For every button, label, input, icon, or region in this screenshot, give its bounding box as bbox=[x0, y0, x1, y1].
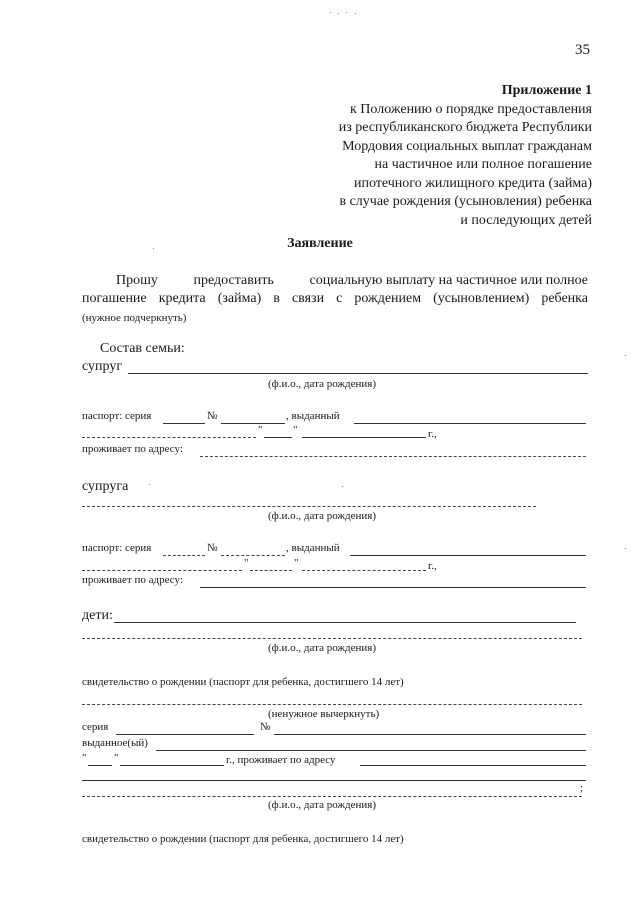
husband-passport-series-field[interactable] bbox=[163, 423, 205, 424]
wife-issue-day-field[interactable] bbox=[250, 570, 292, 571]
wife-passport-label: паспорт: серия bbox=[82, 542, 152, 554]
intro-word: связи bbox=[291, 291, 325, 306]
wife-year-suffix: г., bbox=[428, 560, 437, 572]
appendix-line: Мордовия социальных выплат гражданам bbox=[342, 138, 592, 154]
husband-issue-month-field[interactable] bbox=[302, 437, 426, 438]
child-certificate-field[interactable] bbox=[82, 704, 582, 705]
child-date-quote-open: " bbox=[82, 752, 87, 764]
husband-name-field[interactable] bbox=[128, 373, 588, 374]
intro-word: (усыновлением) bbox=[433, 291, 530, 306]
appendix-line: и последующих детей bbox=[460, 212, 592, 228]
scan-speck bbox=[330, 12, 331, 13]
child-number-sign: № bbox=[260, 721, 271, 733]
wife-date-quote-close: " bbox=[294, 557, 299, 569]
wife-passport-series-field[interactable] bbox=[163, 555, 205, 556]
child-certificate-label-2: свидетельство о рождении (паспорт для ребенка, достигшего 14 лет) bbox=[82, 833, 404, 845]
appendix-line: ипотечного жилищного кредита (займа) bbox=[353, 175, 592, 191]
intro-word: (займа) bbox=[217, 291, 262, 306]
wife-issued-label: , выданный bbox=[286, 542, 340, 554]
wife-number-sign: № bbox=[207, 542, 218, 554]
scan-speck bbox=[153, 248, 154, 249]
intro-word: в bbox=[273, 291, 280, 306]
scan-speck bbox=[625, 548, 626, 549]
wife-label: супруга bbox=[82, 479, 129, 494]
scan-speck bbox=[346, 12, 347, 13]
child-address-cont-field[interactable] bbox=[82, 780, 586, 781]
document-title: Заявление bbox=[287, 236, 353, 251]
child-issued-by-field[interactable] bbox=[156, 750, 586, 751]
intro-word: погашение bbox=[82, 291, 147, 306]
intro-word: ребенка bbox=[541, 291, 588, 306]
wife-date-quote-open: " bbox=[244, 557, 249, 569]
wife-issue-month-field[interactable] bbox=[302, 570, 426, 571]
intro-line-1 bbox=[82, 272, 588, 290]
intro-line-2 bbox=[82, 290, 588, 308]
child-issue-day-field[interactable] bbox=[88, 765, 112, 766]
intro-word: социальную выплату на частичное или полное bbox=[309, 273, 588, 288]
scan-speck bbox=[355, 13, 356, 14]
scan-speck bbox=[149, 484, 150, 485]
husband-passport-number-field[interactable] bbox=[221, 423, 285, 424]
child-name-cont-field[interactable] bbox=[82, 638, 582, 639]
husband-address-label: проживает по адресу: bbox=[82, 443, 183, 455]
child-issued-by-label: выданное(ый) bbox=[82, 737, 148, 749]
appendix-line: из республиканского бюджета Республики bbox=[338, 120, 592, 135]
wife-name-field[interactable] bbox=[82, 506, 536, 507]
appendix-line: на частичное или полное погашение bbox=[374, 157, 592, 172]
family-heading: Состав семьи: bbox=[100, 341, 185, 356]
scan-speck bbox=[625, 355, 626, 356]
intro-paragraph bbox=[82, 272, 588, 327]
page-number: 35 bbox=[575, 42, 590, 58]
child-series-field[interactable] bbox=[116, 734, 254, 735]
husband-address-field[interactable] bbox=[200, 456, 586, 457]
husband-issued-label: , выданный bbox=[286, 410, 340, 422]
child-certificate-label: свидетельство о рождении (паспорт для ребенка, достигшего 14 лет) bbox=[82, 676, 404, 688]
wife-issued-by-cont-field[interactable] bbox=[82, 570, 242, 571]
wife-name-caption: (ф.и.о., дата рождения) bbox=[268, 510, 376, 522]
intro-word: Прошу bbox=[116, 273, 158, 288]
husband-year-suffix: г., bbox=[428, 428, 437, 440]
wife-address-label: проживает по адресу: bbox=[82, 574, 183, 586]
child-address-cont-field-2[interactable] bbox=[82, 796, 582, 797]
child-issue-month-field[interactable] bbox=[120, 765, 224, 766]
child-strike-note: (ненужное вычеркнуть) bbox=[268, 708, 380, 720]
wife-issued-by-field[interactable] bbox=[350, 555, 586, 556]
child-name-field[interactable] bbox=[114, 622, 576, 623]
child-issued-address-label: г., проживает по адресу bbox=[226, 754, 336, 766]
wife-passport-number-field[interactable] bbox=[221, 555, 285, 556]
husband-date-quote-close: " bbox=[293, 424, 298, 436]
husband-issue-day-field[interactable] bbox=[264, 437, 292, 438]
appendix-line: к Положению о порядке предоставления bbox=[350, 101, 592, 117]
husband-name-caption: (ф.и.о., дата рождения) bbox=[268, 378, 376, 390]
intro-word: с bbox=[336, 291, 343, 306]
scan-speck bbox=[338, 13, 339, 14]
child-number-field[interactable] bbox=[274, 734, 586, 735]
appendix-title: Приложение 1 bbox=[501, 83, 592, 98]
husband-date-quote-open: " bbox=[258, 424, 263, 436]
husband-label: супруг bbox=[82, 359, 123, 374]
child-name-caption: (ф.и.о., дата рождения) bbox=[268, 642, 376, 654]
scan-speck bbox=[342, 486, 343, 487]
child-name-caption-2: (ф.и.о., дата рождения) bbox=[268, 799, 376, 811]
intro-word: предоставить bbox=[193, 273, 274, 288]
intro-word: кредита bbox=[158, 291, 206, 306]
husband-passport-label: паспорт: серия bbox=[82, 410, 152, 422]
children-label: дети: bbox=[82, 608, 113, 623]
intro-note: (нужное подчеркнуть) bbox=[82, 312, 187, 324]
appendix-header bbox=[339, 82, 592, 230]
husband-issued-by-field[interactable] bbox=[354, 423, 586, 424]
intro-word: рождением bbox=[354, 291, 422, 306]
child-series-label: серия bbox=[82, 721, 109, 733]
child-date-quote-close: " bbox=[114, 752, 119, 764]
appendix-line: в случае рождения (усыновления) ребенка bbox=[339, 194, 592, 209]
wife-address-field[interactable] bbox=[200, 587, 586, 588]
husband-number-sign: № bbox=[207, 410, 218, 422]
child-address-field[interactable] bbox=[360, 765, 586, 766]
husband-issued-by-cont-field[interactable] bbox=[82, 437, 256, 438]
child-semicolon: ; bbox=[580, 782, 584, 794]
